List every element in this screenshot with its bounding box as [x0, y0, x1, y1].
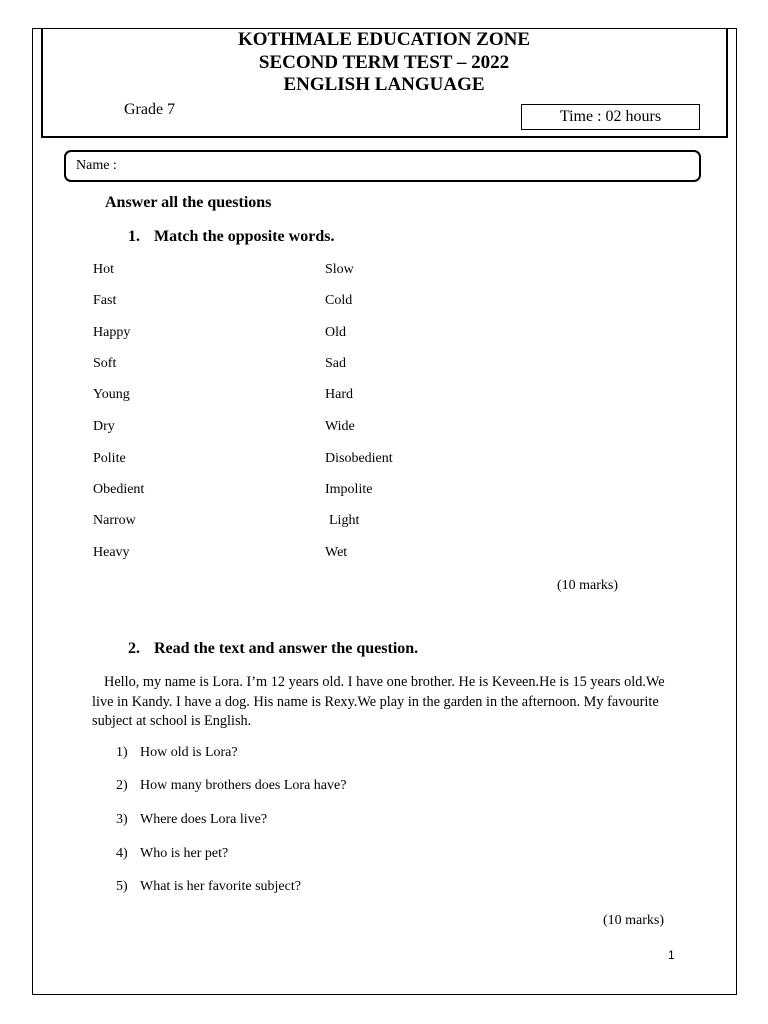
name-field[interactable]: [64, 150, 701, 182]
comprehension-question: [116, 745, 238, 761]
right-word: Disobedient: [325, 451, 393, 466]
comprehension-question: [116, 778, 346, 794]
left-word: Hot: [93, 262, 114, 277]
question-1-heading: [128, 228, 334, 246]
left-word: Dry: [93, 419, 115, 434]
comprehension-question: [116, 812, 267, 828]
right-word: Sad: [325, 356, 346, 371]
left-word: Narrow: [93, 513, 136, 528]
question-number: 1): [116, 745, 128, 760]
question-text: How old is Lora?: [140, 745, 238, 760]
left-word: Soft: [93, 356, 117, 371]
right-word: Cold: [325, 293, 353, 308]
left-word: Young: [93, 387, 130, 402]
left-word: Obedient: [93, 482, 145, 497]
grade-label: Grade 7: [124, 101, 176, 118]
question-number: 2): [116, 778, 128, 793]
question-2-number: 2.: [128, 640, 140, 657]
right-word: Hard: [325, 387, 353, 402]
reading-passage: Hello, my name is Lora. I’m 12 years old. I have one brother. He is Keveen.He is 15 years old.We live in Kandy. I have a dog. His name is Rexy.We play in the garden in the afternoon. My favourite subject at school is English.: [92, 674, 665, 729]
question-number: 5): [116, 879, 128, 894]
left-word: Heavy: [93, 545, 130, 560]
left-word: Happy: [93, 325, 131, 340]
question-1-number: 1.: [128, 228, 140, 245]
time-box: [521, 104, 700, 130]
name-label: Name :: [76, 158, 117, 173]
subject-title: ENGLISH LANGUAGE: [283, 74, 485, 95]
question-text: How many brothers does Lora have?: [140, 778, 347, 793]
question-1-title: Match the opposite words.: [154, 228, 335, 245]
question-text: Where does Lora live?: [140, 812, 268, 827]
right-word: Wet: [325, 545, 348, 560]
comprehension-question: [116, 879, 301, 895]
question-number: 4): [116, 846, 128, 861]
question-2-heading: [128, 640, 418, 658]
question-2-marks: (10 marks): [603, 913, 665, 928]
left-word: Polite: [93, 451, 126, 466]
page-number: 1: [668, 948, 675, 962]
left-word: Fast: [93, 293, 117, 308]
question-text: What is her favorite subject?: [140, 879, 301, 894]
right-word: Impolite: [325, 482, 373, 497]
question-1-marks: (10 marks): [557, 578, 619, 593]
question-number: 3): [116, 812, 128, 827]
zone-title: KOTHMALE EDUCATION ZONE: [237, 29, 531, 50]
time-label: Time : 02 hours: [559, 108, 662, 125]
comprehension-question: [116, 846, 228, 862]
question-text: Who is her pet?: [140, 846, 229, 861]
question-2-title: Read the text and answer the question.: [154, 640, 419, 657]
instruction-text: Answer all the questions: [105, 194, 272, 211]
right-word: Light: [329, 513, 360, 528]
test-title: SECOND TERM TEST – 2022: [258, 52, 510, 73]
right-word: Old: [325, 325, 346, 340]
right-word: Wide: [325, 419, 355, 434]
right-word: Slow: [325, 262, 354, 277]
